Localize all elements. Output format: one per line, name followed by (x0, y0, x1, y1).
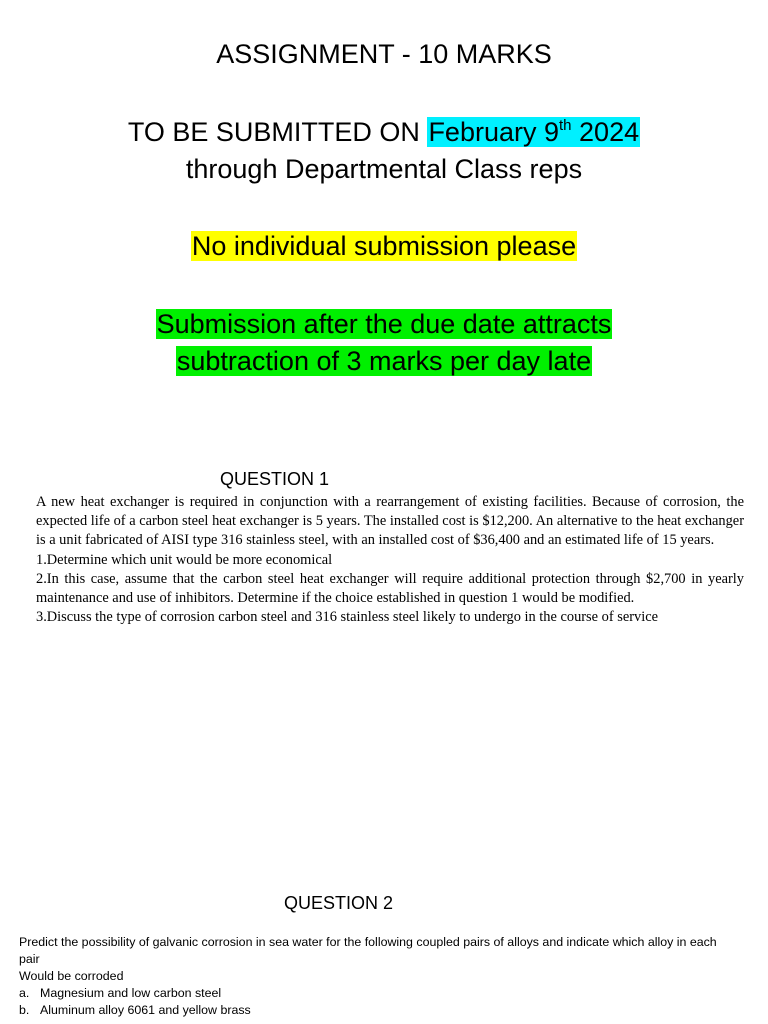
list-item (19, 1002, 739, 1019)
late-penalty-text-2: subtraction of 3 marks per day late (176, 346, 592, 376)
due-date-highlight (427, 117, 640, 147)
late-penalty-line-1 (0, 306, 768, 342)
due-date-suffix: th (559, 117, 572, 134)
question-1-intro: A new heat exchanger is required in conjunction with a rearrangement of existing facilities. Because of corrosion, the expected life of a carbon steel heat exchanger is 5 years. The installed cost is $12,200. An alternative to the heat exchanger is a unit fabricated of AISI type 316 stainless steel, with an installed cost of $36,400 and an estimated life of 15 years. (36, 494, 744, 549)
no-individual-notice (0, 228, 768, 264)
question-2-body (19, 934, 739, 1019)
question-1-item-3: 3.Discuss the type of corrosion carbon steel and 316 stainless steel likely to undergo in the course of service (36, 609, 658, 626)
question-1-item-2: 2.In this case, assume that the carbon steel heat exchanger will require additional protection through $2,700 in yearly maintenance and use of inhibitors. Determine if the choice established in question 1 would be modified. (36, 570, 744, 607)
question-1-heading: QUESTION 1 (220, 469, 330, 489)
list-item-marker: b. (19, 1003, 30, 1017)
question-2-intro-continued: Would be corroded (19, 969, 124, 983)
question-1-item-1: 1.Determine which unit would be more economical (36, 551, 333, 568)
assignment-title-text: ASSIGNMENT - 10 MARKS (216, 39, 552, 69)
due-date-year: 2024 (579, 117, 640, 147)
list-item-text: Aluminum alloy 6061 and yellow brass (40, 1003, 251, 1017)
list-item-text: Magnesium and low carbon steel (40, 986, 222, 1000)
question-2-intro: Predict the possibility of galvanic corrosion in sea water for the following coupled pairs of alloys and indicate which alloy in each pair (19, 935, 717, 966)
late-penalty-text-1: Submission after the due date attracts (156, 309, 612, 339)
question-1-body (36, 493, 744, 627)
due-date-month-day: February 9 (428, 117, 559, 147)
assignment-title (0, 36, 768, 72)
question-2-heading: QUESTION 2 (284, 893, 394, 913)
no-individual-text: No individual submission please (191, 231, 577, 261)
submission-date-line (0, 114, 768, 150)
list-item-marker: a. (19, 986, 30, 1000)
list-item (19, 985, 739, 1002)
submission-channel-text: through Departmental Class reps (185, 154, 583, 184)
late-penalty-line-2 (0, 343, 768, 379)
submission-channel (0, 151, 768, 187)
submit-prefix: TO BE SUBMITTED ON (127, 117, 420, 147)
